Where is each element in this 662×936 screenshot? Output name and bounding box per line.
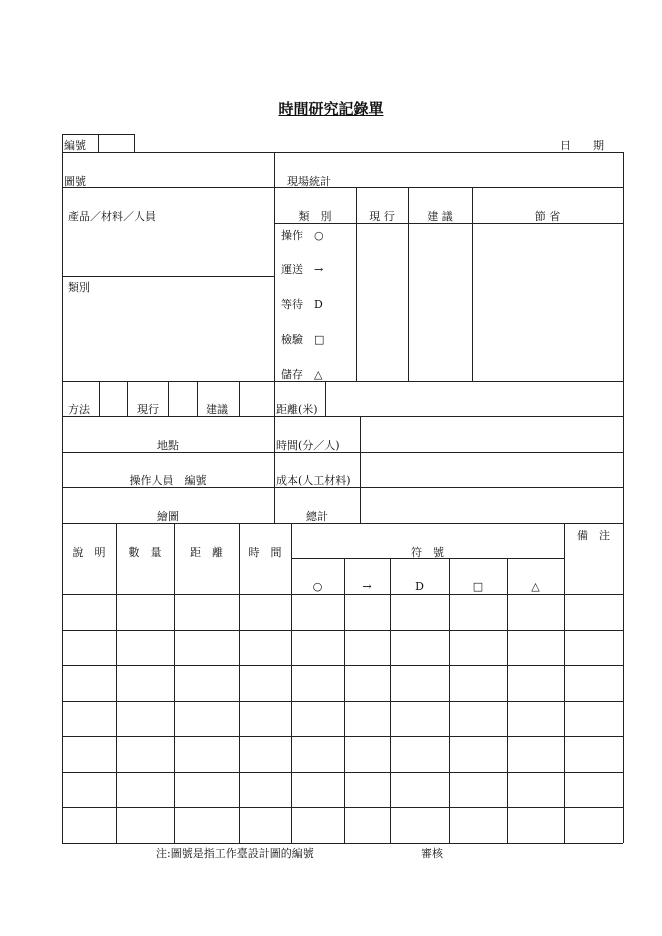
location-label: 地點 [157, 439, 179, 452]
col-distance: 距 離 [190, 546, 223, 559]
grid-line [62, 736, 623, 737]
grid-line [274, 152, 275, 187]
grid-line [62, 187, 623, 188]
drawing-no-label: 圖號 [64, 175, 86, 188]
grid-line [360, 416, 361, 523]
grid-line [325, 381, 326, 416]
symbol-transport-icon: → [362, 580, 372, 593]
stat-row-inspection: 檢驗 □ [281, 333, 325, 346]
grid-line [99, 381, 100, 416]
grid-line [62, 416, 623, 417]
grid-line [62, 594, 623, 595]
stats-col-savings: 節 省 [534, 210, 561, 223]
grid-line [174, 523, 175, 843]
grid-line [62, 452, 623, 453]
distance-label: 距離(米) [276, 403, 318, 416]
grid-line [62, 276, 274, 277]
grid-line [134, 134, 135, 152]
grid-line [274, 381, 275, 416]
grid-line [274, 416, 275, 523]
symbol-storage-icon: △ [531, 580, 540, 593]
symbol-delay-icon: D [415, 580, 424, 593]
grid-line [274, 223, 623, 224]
grid-line [62, 134, 63, 843]
method-label: 方法 [68, 403, 90, 416]
time-label: 時間(分／人) [276, 439, 340, 452]
grid-line [62, 381, 623, 382]
grid-line [564, 523, 565, 843]
stat-row-operation: 操作 ○ [281, 229, 324, 242]
stats-col-category: 類 別 [298, 210, 332, 223]
grid-line [62, 807, 623, 808]
category-label: 類別 [68, 281, 90, 294]
grid-line [291, 523, 292, 843]
footnote: 注:圖號是指工作臺設計圖的編號 [156, 847, 314, 860]
product-label: 產品／材料／人員 [68, 210, 156, 223]
grid-line [168, 381, 169, 416]
col-remarks: 備 注 [577, 529, 610, 542]
grid-line [62, 665, 623, 666]
grid-line [62, 843, 623, 844]
grid-line [127, 381, 128, 416]
date-label: 日 期 [560, 139, 604, 152]
page-title: 時間研究記錄單 [278, 100, 384, 118]
symbol-inspection-icon: □ [472, 580, 484, 593]
stat-row-transport: 運送 → [281, 263, 324, 276]
cost-label: 成本(人工材料) [276, 474, 351, 487]
stat-row-storage: 儲存 △ [281, 368, 323, 381]
stat-row-delay: 等待 D [281, 298, 323, 311]
review-label: 審核 [421, 847, 443, 860]
grid-line [116, 523, 117, 843]
grid-line [62, 152, 623, 153]
onsite-stats-label: 現場統計 [287, 175, 331, 188]
operator-label: 操作人員 編號 [129, 474, 207, 487]
grid-line [98, 134, 99, 152]
grid-line [62, 772, 623, 773]
stats-col-current: 現 行 [369, 210, 395, 223]
grid-line [197, 381, 198, 416]
grid-line [62, 630, 623, 631]
method-proposed-label: 建議 [206, 403, 228, 416]
col-time: 時 間 [248, 546, 282, 559]
number-label: 編號 [64, 139, 86, 152]
grid-line [239, 381, 240, 416]
stats-col-proposed: 建 議 [427, 210, 453, 223]
symbol-operation-icon: ○ [312, 580, 323, 593]
method-current-label: 現行 [137, 403, 159, 416]
grid-line [239, 523, 240, 843]
grid-line [62, 701, 623, 702]
total-label: 總計 [306, 510, 328, 523]
drawing-label: 繪圖 [157, 510, 179, 523]
col-symbols: 符 號 [411, 546, 444, 559]
grid-line [623, 152, 624, 843]
grid-line [62, 487, 623, 488]
grid-line [62, 523, 623, 524]
col-quantity: 數 量 [128, 546, 162, 559]
col-description: 說 明 [72, 546, 106, 559]
